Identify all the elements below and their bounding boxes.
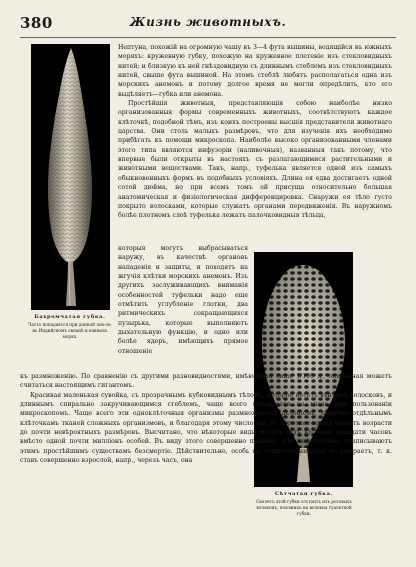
paragraph-vorticella: Красивая маленькая сувойка, съ прозрачнымъ кубковиднымъ тѣломъ, которое несетъ вѣнчикъ волосковъ, и длиннымъ спирально закручивающимся стеблемъ, чаще всего попадается на глаза при пользованіи микроскопомъ. Чаще всего эти одноклѣточныя организмы размножаются дѣленіемъ, подобно отдѣльнымъ клѣточкамъ тканей сложныхъ организмовъ, и благодаря этому число ихъ въ короткое время можетъ возрасти до почти невѣроятныхъ размѣровъ. Высчитано, что нѣкоторые виды могутъ дать втеченіе двадцати часовъ вмѣсто одной почти милліонъ особей. Въ виду этого совершенно понятно, что инфузоріямъ приписываютъ этимъ простѣйшимъ существамъ безсмертіе. Дѣйствительно, особь въ сущности никогда не умираетъ, т. к. ставъ совершенно взрослой, напр., черезъ часъ, она (20, 391, 392, 465)
paragraph-neptune-cup: Нептуна, похожій на огромную чашу въ 3—4 фута вышины, водящійся въ южныхъ моряхъ: кружевную губку, похожую на кружевное плетеніе изъ стекловидныхъ нитей; и близкую къ ней гнѣздовидную съ длиннымъ стеблемъ изъ стекловидныхъ нитей, свыше фута вышиной. На этомъ стеблѣ любятъ располагаться одна изъ морскихъ анемонъ и потому долгое время не могли опредѣлить, кто его выдѣляетъ—губка или анемона. (118, 44, 392, 98)
body-text-middle (118, 244, 248, 370)
fringed-sponge-illustration (31, 44, 110, 310)
page-number: 380 (20, 14, 53, 32)
body-text-top (118, 43, 392, 242)
paragraph-protozoa: Простѣйшія животныя, представляющія собою наиболѣе низко организованныя формы современныхъ животныхъ, соотвѣтствуютъ каждое клѣточкѣ, подобной тѣмъ, изъ коихъ построены высшія представители животнаго царства. Они столь малыхъ размѣровъ, что для изученія ихъ необходимо прибѣгать къ помощи микроскопа. Наиболѣе высоко организованными членами этого типа являются инфузоріи (наливочныя), названныя такъ потому, что впервые были открыты въ настояхъ съ разлагающимися растительными и животными веществами. Такъ, напр., туфелька является одной изъ самыхъ обыкновенныхъ формъ въ подобныхъ условіяхъ. Длина ея едва достигаетъ одной сотой дюйма, но при всемъ томъ ей присуща относительно большая анатомическая и физіологическая дифференцировка. Снаружи ея тѣло густо покрыто волосками, которые служатъ органами передвиженія. Въ наружномъ болѣе плотномъ слоѣ туфелька лежатъ палочковидныя тѣльца, (118, 100, 392, 220)
running-title: Жизнь животныхъ. (129, 15, 287, 29)
fringed-sponge-caption-title: Бахромчатая губка. (34, 314, 106, 320)
header-rule (20, 37, 396, 38)
fringed-sponge-caption-text: Часто попадается при донной лов-ле; въ Индийскомъ океанѣ и южныхъ морях. (28, 322, 112, 339)
paragraph-giant: къ размноженію. По сравненію съ другими разновидностями, имѣющими лишь 1/100 д., описанная можетъ считаться настоящимъ гигантомъ. (20, 373, 392, 390)
body-text-bottom (20, 372, 392, 520)
fringed-sponge-caption (26, 314, 114, 340)
netted-sponge-caption-text: Скелетъ этой губки состоитъ изъ роговыхъ волоконъ, похожихъ на волокна туалетной губки. (256, 499, 352, 516)
netted-sponge-caption-title: Сѣтчатая губка. (275, 491, 333, 497)
paragraph-paramecium: которыя могутъ выбрасываться наружу, въ качествѣ органовъ нападенія и защиты, и походятъ на жгучія клѣтки морскихъ анемонъ. Изъ другихъ заслуживающихъ вниманія особенностей туфельки надо еще отмѣтить углубленіе глотки, два ритмическихъ сокращающихся пузырька, которые выполняютъ дыхательную функцію, и одно или болѣе ядеръ, имѣющихъ прямое отношеніе (118, 245, 248, 355)
fringed-sponge-photo (31, 44, 110, 310)
page-header (20, 14, 396, 32)
